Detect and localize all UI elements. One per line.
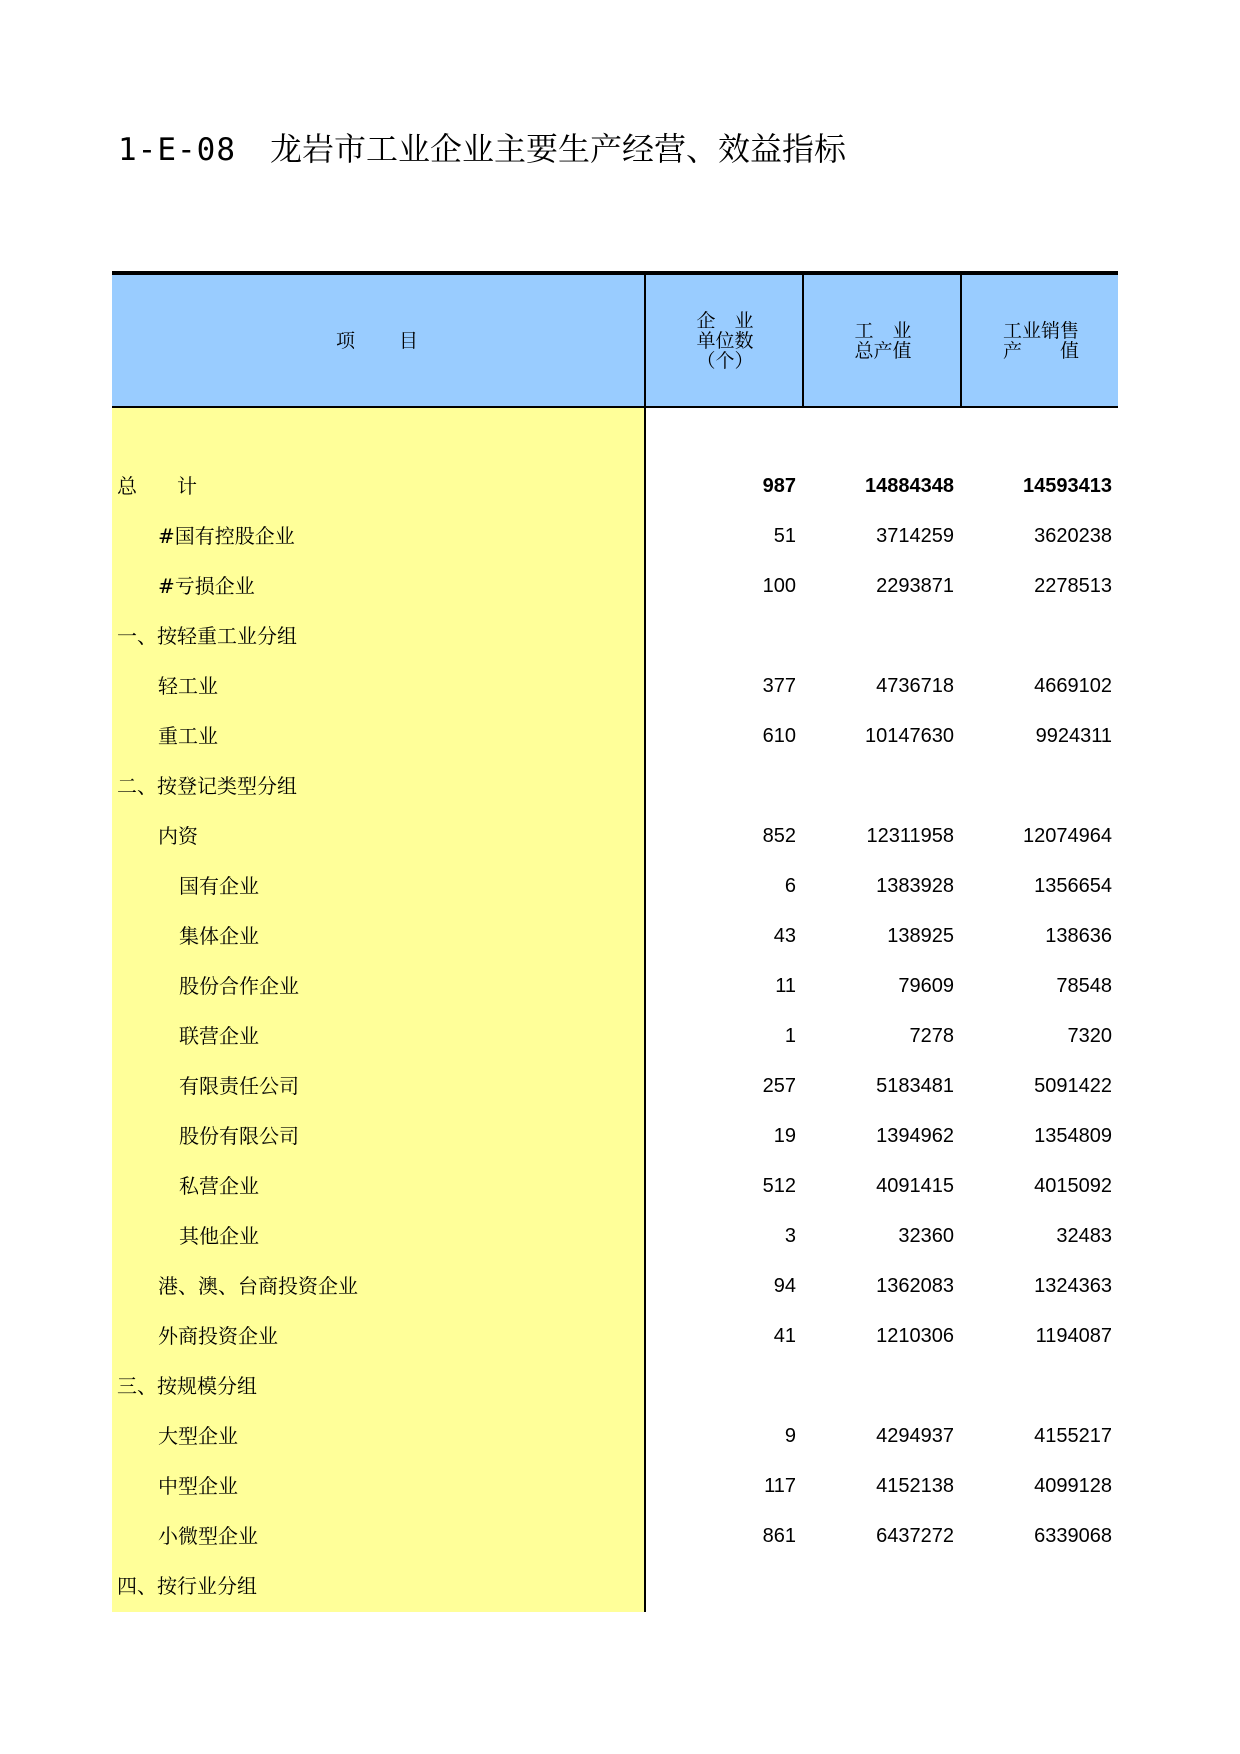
gross-output-cell: 5183481 bbox=[876, 1075, 954, 1097]
table-row bbox=[112, 1411, 1118, 1461]
table-row bbox=[112, 761, 1118, 811]
enterprise-count-cell: 41 bbox=[773, 1325, 796, 1347]
table-row bbox=[112, 561, 1118, 611]
table-row bbox=[112, 611, 1118, 661]
enterprise-count-cell: 19 bbox=[773, 1125, 796, 1147]
sales-output-cell: 7320 bbox=[1067, 1025, 1112, 1047]
row-label: 私营企业 bbox=[179, 1174, 259, 1198]
gross-output-cell: 12311958 bbox=[866, 825, 954, 847]
header-sales-output: 工业销售 产 值 bbox=[960, 275, 1120, 406]
table-row bbox=[112, 1211, 1118, 1261]
enterprise-count-cell bbox=[646, 611, 796, 661]
gross-output-cell bbox=[804, 1361, 954, 1411]
enterprise-count-cell: 9 bbox=[784, 1425, 796, 1447]
enterprise-count-cell: 6 bbox=[784, 875, 796, 897]
enterprise-count-cell: 117 bbox=[764, 1475, 796, 1497]
row-label: 中型企业 bbox=[158, 1474, 238, 1498]
row-label: 重工业 bbox=[158, 724, 218, 748]
sales-output-cell: 14593413 bbox=[1023, 475, 1112, 497]
row-label: 港、澳、台商投资企业 bbox=[158, 1274, 358, 1298]
sales-output-cell: 4155217 bbox=[1034, 1425, 1112, 1447]
enterprise-count-cell: 377 bbox=[762, 675, 796, 697]
gross-output-cell bbox=[804, 761, 954, 811]
enterprise-count-cell: 94 bbox=[773, 1275, 796, 1297]
sales-output-cell: 32483 bbox=[1056, 1225, 1112, 1247]
gross-output-cell: 1362083 bbox=[876, 1275, 954, 1297]
row-label: 外商投资企业 bbox=[158, 1324, 278, 1348]
gross-output-cell: 4736718 bbox=[876, 675, 954, 697]
table-row bbox=[112, 811, 1118, 861]
sales-output-cell bbox=[962, 611, 1112, 661]
gross-output-cell: 6437272 bbox=[876, 1525, 954, 1547]
sales-output-cell: 9924311 bbox=[1035, 725, 1112, 747]
sales-output-cell: 1194087 bbox=[1035, 1325, 1112, 1347]
table-body bbox=[112, 408, 1118, 1612]
enterprise-count-cell: 861 bbox=[762, 1525, 796, 1547]
gross-output-cell: 10147630 bbox=[865, 725, 954, 747]
table-row bbox=[112, 661, 1118, 711]
gross-output-cell: 32360 bbox=[898, 1225, 954, 1247]
table-row bbox=[112, 1461, 1118, 1511]
table-row bbox=[112, 861, 1118, 911]
enterprise-count-cell: 51 bbox=[773, 525, 796, 547]
enterprise-count-cell bbox=[646, 1361, 796, 1411]
row-label: #国有控股企业 bbox=[158, 524, 295, 548]
gross-output-cell: 4152138 bbox=[876, 1475, 954, 1497]
sales-output-cell: 1354809 bbox=[1034, 1125, 1112, 1147]
enterprise-count-cell bbox=[646, 761, 796, 811]
sales-output-cell bbox=[962, 1561, 1112, 1611]
sales-output-cell: 5091422 bbox=[1034, 1075, 1112, 1097]
enterprise-count-cell: 100 bbox=[762, 575, 796, 597]
enterprise-count-cell: 512 bbox=[762, 1175, 796, 1197]
enterprise-count-cell: 987 bbox=[762, 475, 796, 497]
gross-output-cell: 2293871 bbox=[876, 575, 954, 597]
enterprise-count-cell: 1 bbox=[784, 1025, 796, 1047]
gross-output-cell: 4294937 bbox=[876, 1425, 954, 1447]
enterprise-count-cell: 43 bbox=[773, 925, 796, 947]
enterprise-count-cell bbox=[646, 1561, 796, 1611]
table-header bbox=[112, 275, 1118, 408]
row-label: 集体企业 bbox=[179, 924, 259, 948]
gross-output-cell: 7278 bbox=[909, 1025, 954, 1047]
enterprise-count-cell: 852 bbox=[762, 825, 796, 847]
row-label: 国有企业 bbox=[179, 874, 259, 898]
row-label: 其他企业 bbox=[179, 1224, 259, 1248]
gross-output-cell: 1394962 bbox=[876, 1125, 954, 1147]
table-row bbox=[112, 1311, 1118, 1361]
row-label: 三、按规模分组 bbox=[117, 1374, 257, 1398]
row-label: 四、按行业分组 bbox=[117, 1574, 257, 1598]
sales-output-cell: 1356654 bbox=[1034, 875, 1112, 897]
table-row bbox=[112, 1561, 1118, 1611]
table-row bbox=[112, 1061, 1118, 1111]
table-row bbox=[112, 461, 1118, 511]
enterprise-count-cell: 257 bbox=[762, 1075, 796, 1097]
table-row bbox=[112, 911, 1118, 961]
table-row bbox=[112, 1011, 1118, 1061]
table-row bbox=[112, 1111, 1118, 1161]
enterprise-count-cell: 3 bbox=[784, 1225, 796, 1247]
sales-output-cell: 3620238 bbox=[1034, 525, 1112, 547]
enterprise-count-cell: 11 bbox=[775, 975, 796, 997]
row-label: 股份有限公司 bbox=[179, 1124, 299, 1148]
table-row bbox=[112, 1161, 1118, 1211]
gross-output-cell: 1210306 bbox=[876, 1325, 954, 1347]
gross-output-cell: 1383928 bbox=[876, 875, 954, 897]
row-label: 联营企业 bbox=[179, 1024, 259, 1048]
table-row bbox=[112, 1511, 1118, 1561]
row-label: 有限责任公司 bbox=[179, 1074, 299, 1098]
gross-output-cell bbox=[804, 1561, 954, 1611]
table-row bbox=[112, 511, 1118, 561]
table-rows bbox=[112, 461, 1118, 1611]
table-row bbox=[112, 961, 1118, 1011]
table-row bbox=[112, 711, 1118, 761]
table-code: 1-E-08 bbox=[118, 132, 236, 168]
sales-output-cell: 4099128 bbox=[1034, 1475, 1112, 1497]
sales-output-cell: 2278513 bbox=[1034, 575, 1112, 597]
gross-output-cell: 3714259 bbox=[876, 525, 954, 547]
sales-output-cell: 4015092 bbox=[1034, 1175, 1112, 1197]
sales-output-cell: 1324363 bbox=[1034, 1275, 1112, 1297]
sales-output-cell: 4669102 bbox=[1034, 675, 1112, 697]
row-label: 股份合作企业 bbox=[179, 974, 299, 998]
table-row bbox=[112, 1361, 1118, 1411]
row-label: 内资 bbox=[158, 824, 198, 848]
row-label: 轻工业 bbox=[158, 674, 218, 698]
sales-output-cell: 6339068 bbox=[1034, 1525, 1112, 1547]
sales-output-cell bbox=[962, 1361, 1112, 1411]
table-row bbox=[112, 1261, 1118, 1311]
header-gross-output: 工 业 总产值 bbox=[802, 275, 962, 406]
sales-output-cell: 78548 bbox=[1056, 975, 1112, 997]
header-item: 项 目 bbox=[335, 329, 420, 352]
header-enterprise-count: 企 业 单位数 （个） bbox=[644, 275, 804, 406]
row-label: 一、按轻重工业分组 bbox=[117, 624, 297, 648]
sales-output-cell: 138636 bbox=[1045, 925, 1112, 947]
sales-output-cell: 12074964 bbox=[1023, 825, 1112, 847]
table-title: 龙岩市工业企业主要生产经营、效益指标 bbox=[269, 130, 846, 168]
gross-output-cell: 138925 bbox=[887, 925, 954, 947]
gross-output-cell: 14884348 bbox=[865, 475, 954, 497]
enterprise-count-cell: 610 bbox=[762, 725, 796, 747]
gross-output-cell: 4091415 bbox=[876, 1175, 954, 1197]
sales-output-cell bbox=[962, 761, 1112, 811]
row-label: #亏损企业 bbox=[158, 574, 255, 598]
row-label: 总 计 bbox=[117, 474, 197, 498]
page-title bbox=[118, 126, 846, 172]
gross-output-cell bbox=[804, 611, 954, 661]
row-label: 小微型企业 bbox=[158, 1524, 258, 1548]
row-label: 二、按登记类型分组 bbox=[117, 774, 297, 798]
row-label: 大型企业 bbox=[158, 1424, 238, 1448]
gross-output-cell: 79609 bbox=[898, 975, 954, 997]
